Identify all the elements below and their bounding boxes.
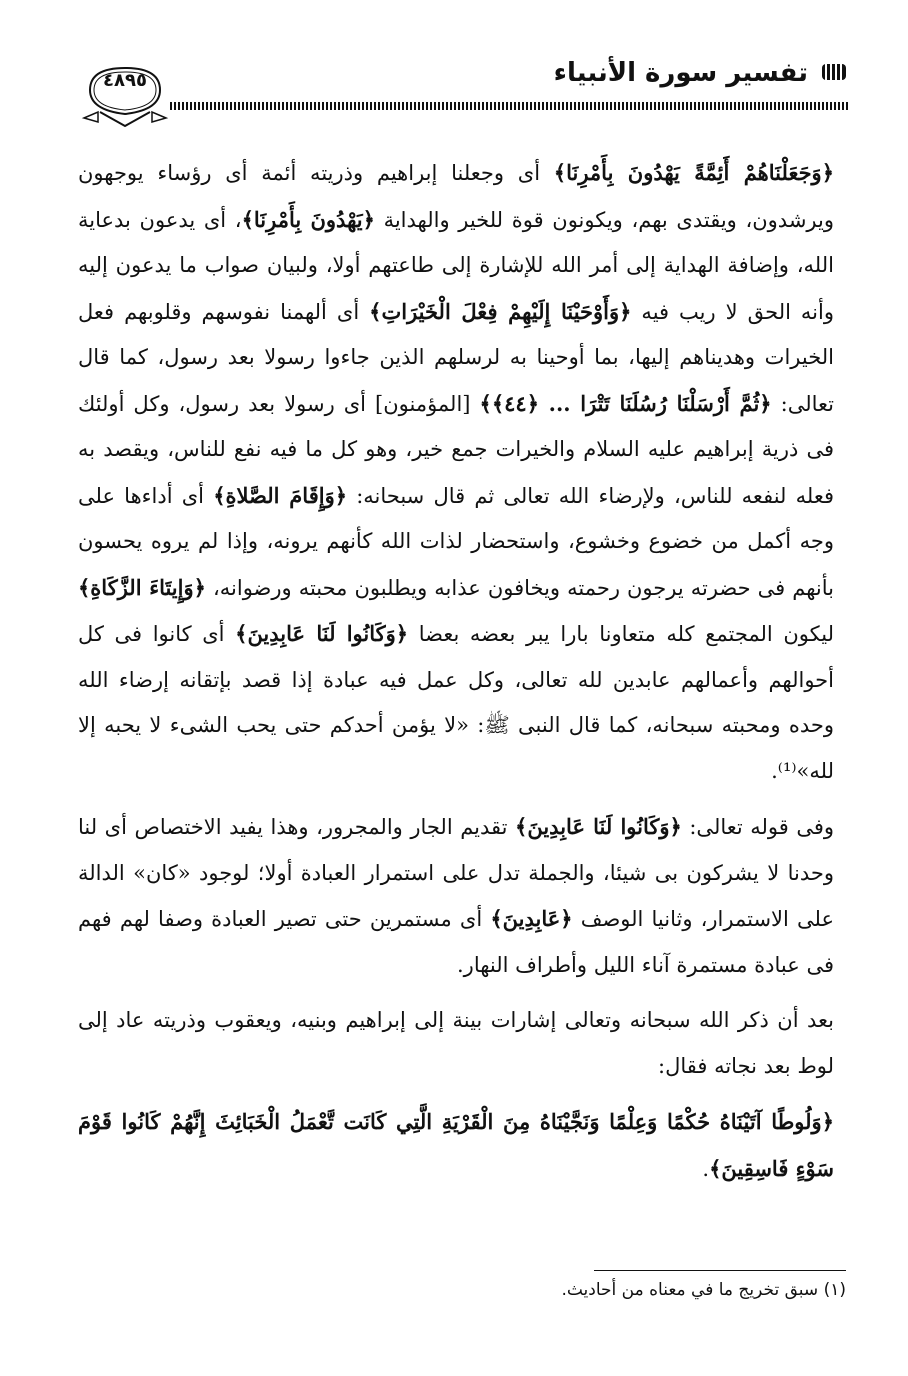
text-segment: أى مستمرين حتى تصير العبادة وصفا لهم فهم فى عبادة مستمرة آناء الليل وأطراف النهار. bbox=[78, 907, 834, 977]
paragraph bbox=[78, 1099, 834, 1192]
text-segment: بعد أن ذكر الله سبحانه وتعالى إشارات بينة إلى إبراهيم وبنيه، ويعقوب وذريته عاد إلى لوط بعد نجاته فقال: bbox=[78, 1008, 834, 1078]
text-segment: . bbox=[702, 1156, 710, 1181]
quran-verse: ﴿وَأَوْحَيْنَا إِلَيْهِمْ فِعْلَ الْخَيْرَاتِ﴾ bbox=[369, 298, 632, 324]
quran-verse: ﴿وَكَانُوا لَنَا عَابِدِينَ﴾ bbox=[235, 621, 409, 646]
text-segment: أى كانوا فى كل أحوالهم وأعمالهم عابدين لله تعالى، وكل عمل فيه عبادة إذا قصد بإتقانه إرضاء الله وحده ومحبته سبحانه، كما قال النبى ﷺ: «لا يؤمن أحدكم حتى يحب الشىء لا يحبه إلا لله» bbox=[78, 622, 834, 783]
text-segment: تقديم الجار والمجرور، وهذا يفيد الاختصاص أى لنا وحدنا لا يشركون بى شيئا، والجملة تدل على استمرار العبادة أولا؛ لوجود «كان» الدالة على الاستمرار، وثانيا الوصف bbox=[78, 815, 834, 931]
page-header bbox=[80, 50, 848, 140]
header-ornament-icon bbox=[820, 60, 848, 84]
quran-verse: ﴿وَإِقَامَ الصَّلاةِ﴾ bbox=[213, 482, 348, 508]
footnote-divider bbox=[594, 1270, 846, 1271]
quran-verse: ﴿وَلُوطًا آتَيْنَاهُ حُكْمًا وَعِلْمًا وَنَجَّيْنَاهُ مِنَ الْقَرْيَةِ الَّتِي كَانَت تَّعْمَلُ الْخَبَائِثَ إِنَّهُمْ كَانُوا قَوْمَ سَوْءٍ فَاسِقِينَ﴾ bbox=[78, 1109, 834, 1181]
text-segment: وفى قوله تعالى: bbox=[681, 815, 834, 839]
footnote: (١) سبق تخريج ما في معناه من أحاديث. bbox=[561, 1280, 846, 1300]
text-segment: ⁽¹⁾ bbox=[777, 758, 797, 783]
main-text bbox=[78, 150, 834, 1192]
quran-verse: ﴿ثُمَّ أَرْسَلْنَا رُسُلَنَا تَتْرَا ... ﴿٤٤﴾﴾ bbox=[479, 390, 772, 416]
text-segment: ليكون المجتمع كله متعاونا بارا يبر بعضه بعضا bbox=[408, 622, 834, 646]
paragraph bbox=[78, 150, 834, 794]
text-segment: أى ألهمنا نفوسهم وقلوبهم فعل الخيرات وهديناهم إليها، بما أوحينا به لرسلهم الذين جاءوا رسولا بعد رسول، كما قال تعالى: bbox=[78, 299, 834, 416]
paragraph bbox=[78, 998, 834, 1089]
quran-verse: ﴿وَجَعَلْنَاهُمْ أَئِمَّةً يَهْدُونَ بِأَمْرِنَا﴾ bbox=[553, 160, 835, 185]
text-segment: . bbox=[771, 758, 778, 783]
text-segment: أى أداءها على وجه أكمل من خضوع وخشوع، واستحضار لذات الله كأنهم يرونه، وإذا لم يروه يحسون بأنهم فى حضرته يرجون رحمته ويخافون عذابه ويطلبون محبته ورضوانه، bbox=[78, 483, 834, 600]
header-rule bbox=[170, 102, 848, 110]
quran-verse: ﴿وَإِيتَاءَ الزَّكَاةِ﴾ bbox=[78, 574, 206, 600]
page-number: ٤٨٩٥ bbox=[103, 70, 147, 91]
paragraph bbox=[78, 804, 834, 988]
quran-verse: ﴿عَابِدِينَ﴾ bbox=[490, 906, 573, 931]
running-title: تفسير سورة الأنبياء bbox=[553, 58, 808, 88]
text-segment: ، أى يدعون بدعاية الله، وإضافة الهداية إلى أمر الله للإشارة إلى طاعتهم أولا، ولبيان صواب ما يدعون إليه وأنه الحق لا ريب فيه bbox=[78, 207, 834, 324]
quran-verse: ﴿يَهْدُونَ بِأَمْرِنَا﴾ bbox=[241, 206, 375, 232]
text-segment: [المؤمنون] أى رسولا بعد رسول، وكل أولئك فى ذرية إبراهيم عليه السلام والخيرات جمع خير، وهو كل ما فيه نفع للناس، ويقصد به فعله لنفعه للناس، ولإرضاء الله تعالى ثم قال سبحانه: bbox=[78, 391, 834, 508]
text-segment: أى وجعلنا إبراهيم وذريته أئمة أى رؤساء يوجهون ويرشدون، ويقتدى بهم، ويكونون قوة للخير والهداية bbox=[78, 161, 834, 232]
quran-verse: ﴿وَكَانُوا لَنَا عَابِدِينَ﴾ bbox=[515, 814, 682, 839]
